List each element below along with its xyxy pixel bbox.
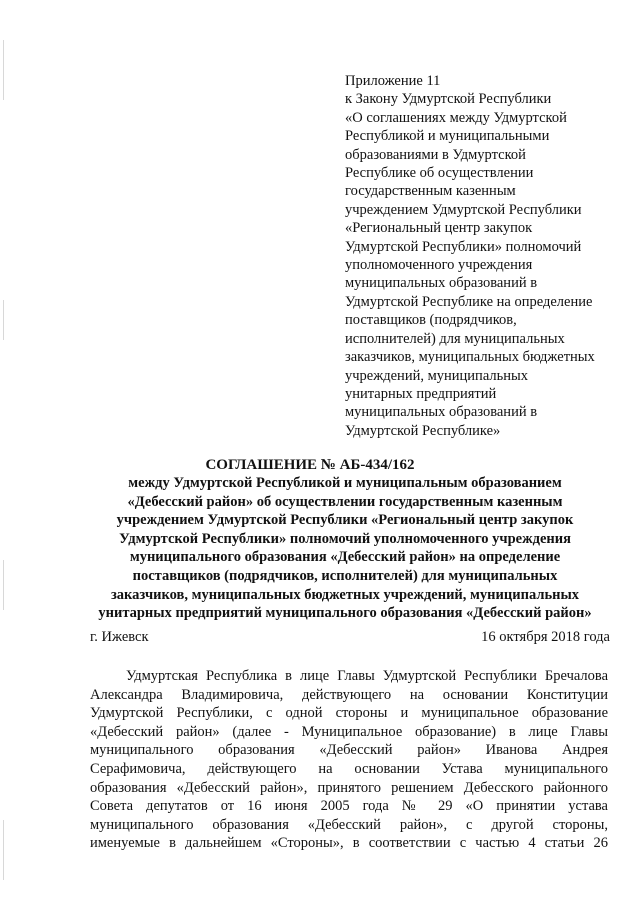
- appendix-line: «О соглашениях между Удмуртской: [345, 109, 567, 126]
- appendix-line: Приложение 11: [345, 73, 441, 89]
- appendix-line: Удмуртской Республике»: [345, 422, 501, 439]
- signing-place: г. Ижевск: [90, 629, 149, 645]
- appendix-line: уполномоченного учреждения: [345, 257, 533, 274]
- body-line: Удмуртской Республики, с одной стороны и муниципальное образование: [90, 705, 608, 722]
- appendix-line: «Региональный центр закупок: [345, 220, 533, 237]
- body-line: «Дебесский район» (далее - Муниципальное образование) в лице Главы: [90, 723, 608, 740]
- agreement-title: СОГЛАШЕНИЕ № АБ-434/162: [205, 457, 415, 473]
- subtitle-line: между Удмуртской Республикой и муниципальным образованием: [128, 475, 562, 491]
- subtitle-line: Удмуртской Республики» полномочий уполномоченного учреждения: [119, 530, 571, 547]
- subtitle-line: унитарных предприятий муниципального образования «Дебесский район»: [98, 605, 592, 622]
- appendix-line: Республике об осуществлении: [345, 165, 534, 182]
- appendix-reference: [345, 72, 615, 440]
- signing-date: 16 октября 2018 года: [481, 629, 610, 645]
- agreement-body-paragraph: [90, 667, 608, 853]
- appendix-line: Республикой и муниципальными: [345, 128, 550, 145]
- body-line: Серафимовича, действующего на основании Устава муниципального: [90, 760, 608, 777]
- body-line: Удмуртская Республика в лице Главы Удмуртской Республики Бречалова: [126, 668, 608, 684]
- appendix-line: заказчиков, муниципальных бюджетных: [345, 349, 595, 366]
- body-line: образования «Дебесский район», принятого решением Дебесского районного: [90, 779, 608, 796]
- appendix-line: учреждением Удмуртской Республики: [345, 201, 582, 218]
- appendix-line: государственным казенным: [345, 183, 516, 200]
- body-line: муниципального образования «Дебесский район», с другой стороны,: [90, 816, 608, 833]
- subtitle-line: «Дебесский район» об осуществлении государственным казенным: [127, 493, 563, 510]
- appendix-line: к Закону Удмуртской Республики: [345, 91, 552, 108]
- body-line: именуемые в дальнейшем «Стороны», в соответствии с частью 4 статьи 26: [90, 835, 608, 852]
- appendix-line: исполнителей) для муниципальных: [345, 330, 565, 347]
- appendix-line: унитарных предприятий: [345, 385, 497, 402]
- appendix-line: учреждений, муниципальных: [345, 367, 528, 384]
- appendix-line: муниципальных образований в: [345, 404, 538, 421]
- place-date-row: [90, 628, 610, 646]
- appendix-line: поставщиков (подрядчиков,: [345, 312, 517, 329]
- body-line: муниципального образования «Дебесский район» Иванова Андрея: [90, 742, 608, 759]
- body-line: Александра Владимировича, действующего на основании Конституции: [90, 686, 608, 703]
- subtitle-line: заказчиков, муниципальных бюджетных учреждений, муниципальных: [110, 586, 580, 603]
- scan-edge-marks: [3, 0, 9, 905]
- subtitle-line: муниципального образования «Дебесский район» на определение: [129, 549, 561, 566]
- appendix-line: Удмуртской Республики» полномочий: [345, 238, 582, 255]
- subtitle-line: поставщиков (подрядчиков, исполнителей) для муниципальных: [132, 567, 558, 584]
- agreement-subtitle: [70, 474, 620, 623]
- subtitle-line: учреждением Удмуртской Республики «Региональный центр закупок: [116, 512, 574, 529]
- appendix-line: муниципальных образований в: [345, 275, 538, 292]
- appendix-line: Удмуртской Республике на определение: [345, 293, 593, 310]
- body-line: Совета депутатов от 16 июня 2005 года № 29 «О принятии устава: [90, 798, 608, 815]
- appendix-line: образованиями в Удмуртской: [345, 146, 526, 163]
